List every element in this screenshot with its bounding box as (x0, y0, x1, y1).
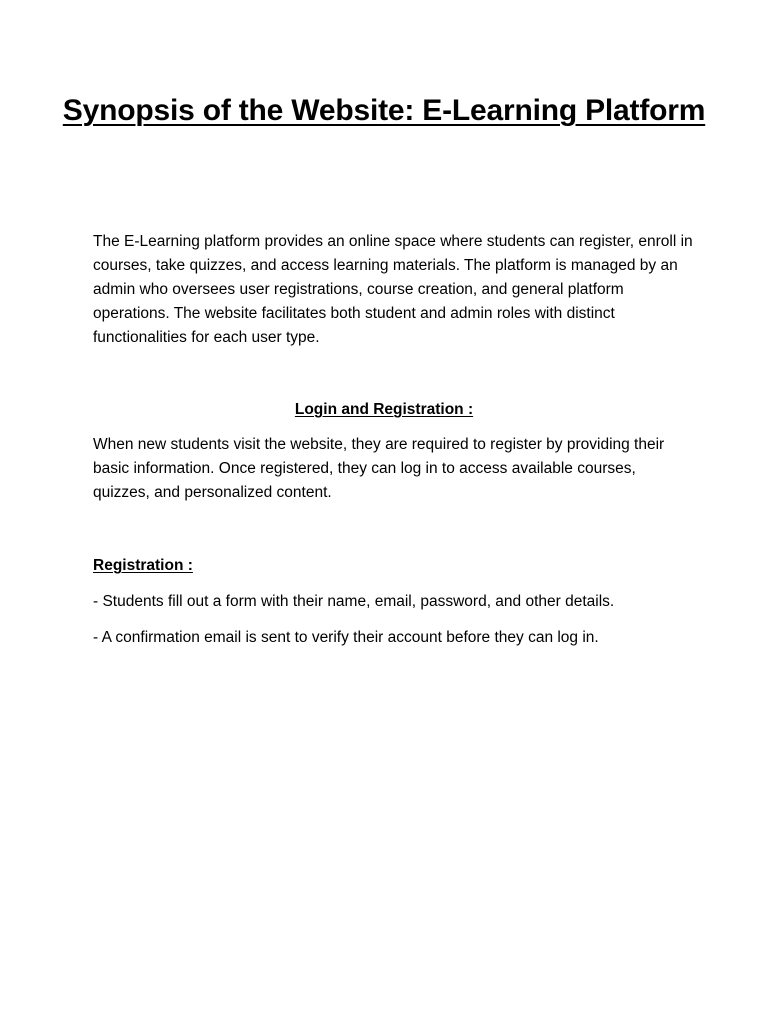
registration-heading-text: Registration : (93, 557, 193, 574)
login-registration-paragraph: When new students visit the website, they are required to register by providing their basic information. Once registered, they can log in to access available courses, quizzes, and personalized content. (93, 436, 665, 501)
registration-list-item: - A confirmation email is sent to verify their account before they can log in. (93, 629, 599, 646)
intro-paragraph: The E-Learning platform provides an online space where students can register, enroll in courses, take quizzes, and access learning materials. The platform is managed by an admin who oversees user registrations, course creation, and general platform operations. The website facilitates both student and admin roles with distinct functionalities for each user type. (93, 233, 693, 346)
registration-heading (93, 554, 193, 578)
document-title (60, 86, 708, 135)
login-registration-heading (93, 398, 675, 422)
login-registration-heading-text: Login and Registration : (294, 401, 474, 418)
document-title-text: Synopsis of the Website: E-Learning Platform (62, 94, 706, 127)
registration-list-item: - Students fill out a form with their name, email, password, and other details. (93, 593, 615, 610)
